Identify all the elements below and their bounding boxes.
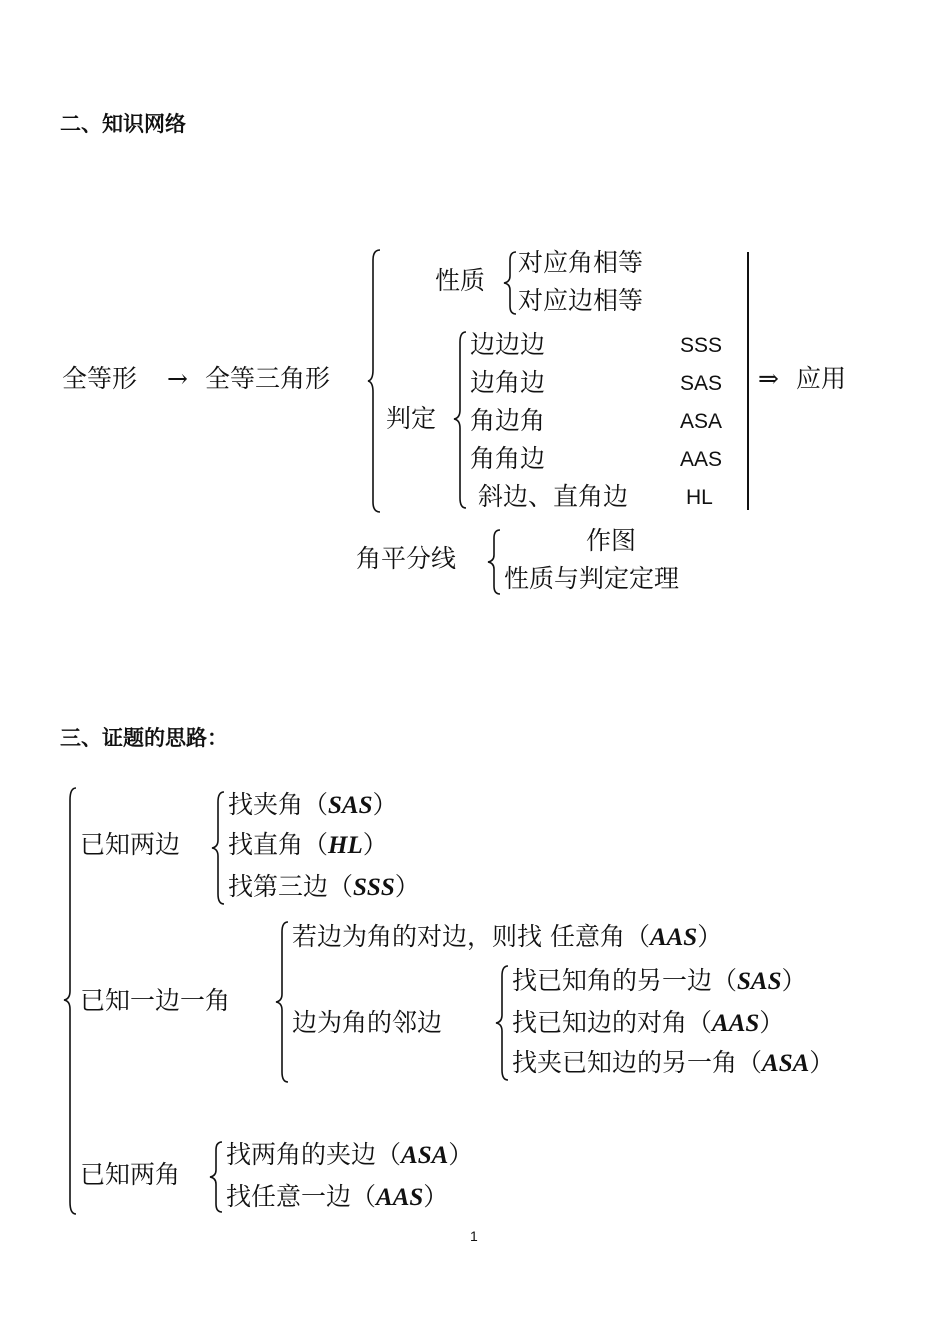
side-angle-brace [276,920,290,1084]
judgement-label: 判定 [386,404,437,433]
two-sides-brace [212,790,226,906]
page-number: 1 [470,1228,478,1244]
section2-heading: 二、知识网络 [60,112,186,136]
property-item: 对应角相等 [518,248,644,277]
judgement-item: 斜边、直角边 [478,482,629,511]
opposite-side-rule: 若边为角的对边，则找 任意角（AAS） [292,922,723,951]
two-angles-brace [210,1140,224,1214]
bisector-item: 作图 [586,526,637,555]
side-angle-label: 已知一边一角 [80,986,231,1015]
judgement-brace [454,330,468,510]
bisector-brace [488,528,502,596]
two-angles-item: 找任意一边（AAS） [226,1182,449,1211]
judgement-item: 边角边 [470,368,546,397]
outer-brace [64,786,78,1216]
two-sides-label: 已知两边 [80,830,181,859]
vertical-bar [747,252,749,510]
application-label: 应用 [796,364,847,393]
arrow-icon: → [167,364,188,393]
adjacent-item: 找夹已知边的另一角（ASA） [512,1048,835,1077]
two-angles-label: 已知两角 [80,1160,181,1189]
adjacent-item: 找已知角的另一边（SAS） [512,966,807,995]
adjacent-side-label: 边为角的邻边 [292,1008,443,1037]
bisector-label: 角平分线 [356,544,457,573]
property-brace [504,250,518,316]
judgement-code: ASA [680,410,723,433]
judgement-code: SAS [680,372,723,395]
triangle-brace [368,248,382,514]
adjacent-brace [496,964,510,1082]
adjacent-item: 找已知边的对角（AAS） [512,1008,785,1037]
two-angles-item: 找两角的夹边（ASA） [226,1140,474,1169]
judgement-code: HL [686,486,713,509]
two-sides-item: 找夹角（SAS） [228,790,398,819]
judgement-item: 边边边 [470,330,546,359]
two-sides-item: 找第三边（SSS） [228,872,420,901]
two-sides-item: 找直角（HL） [228,830,388,859]
property-item: 对应边相等 [518,286,644,315]
root-congruent-figures: 全等形 [62,364,138,393]
judgement-code: SSS [680,334,723,357]
section3-heading: 三、证题的思路： [60,726,228,750]
judgement-item: 角边角 [470,406,546,435]
implies-icon: ⇒ [758,364,779,393]
judgement-item: 角角边 [470,444,546,473]
bisector-item: 性质与判定定理 [504,564,680,593]
congruent-triangles-label: 全等三角形 [205,364,331,393]
judgement-code: AAS [680,448,723,471]
property-label: 性质 [435,266,486,295]
